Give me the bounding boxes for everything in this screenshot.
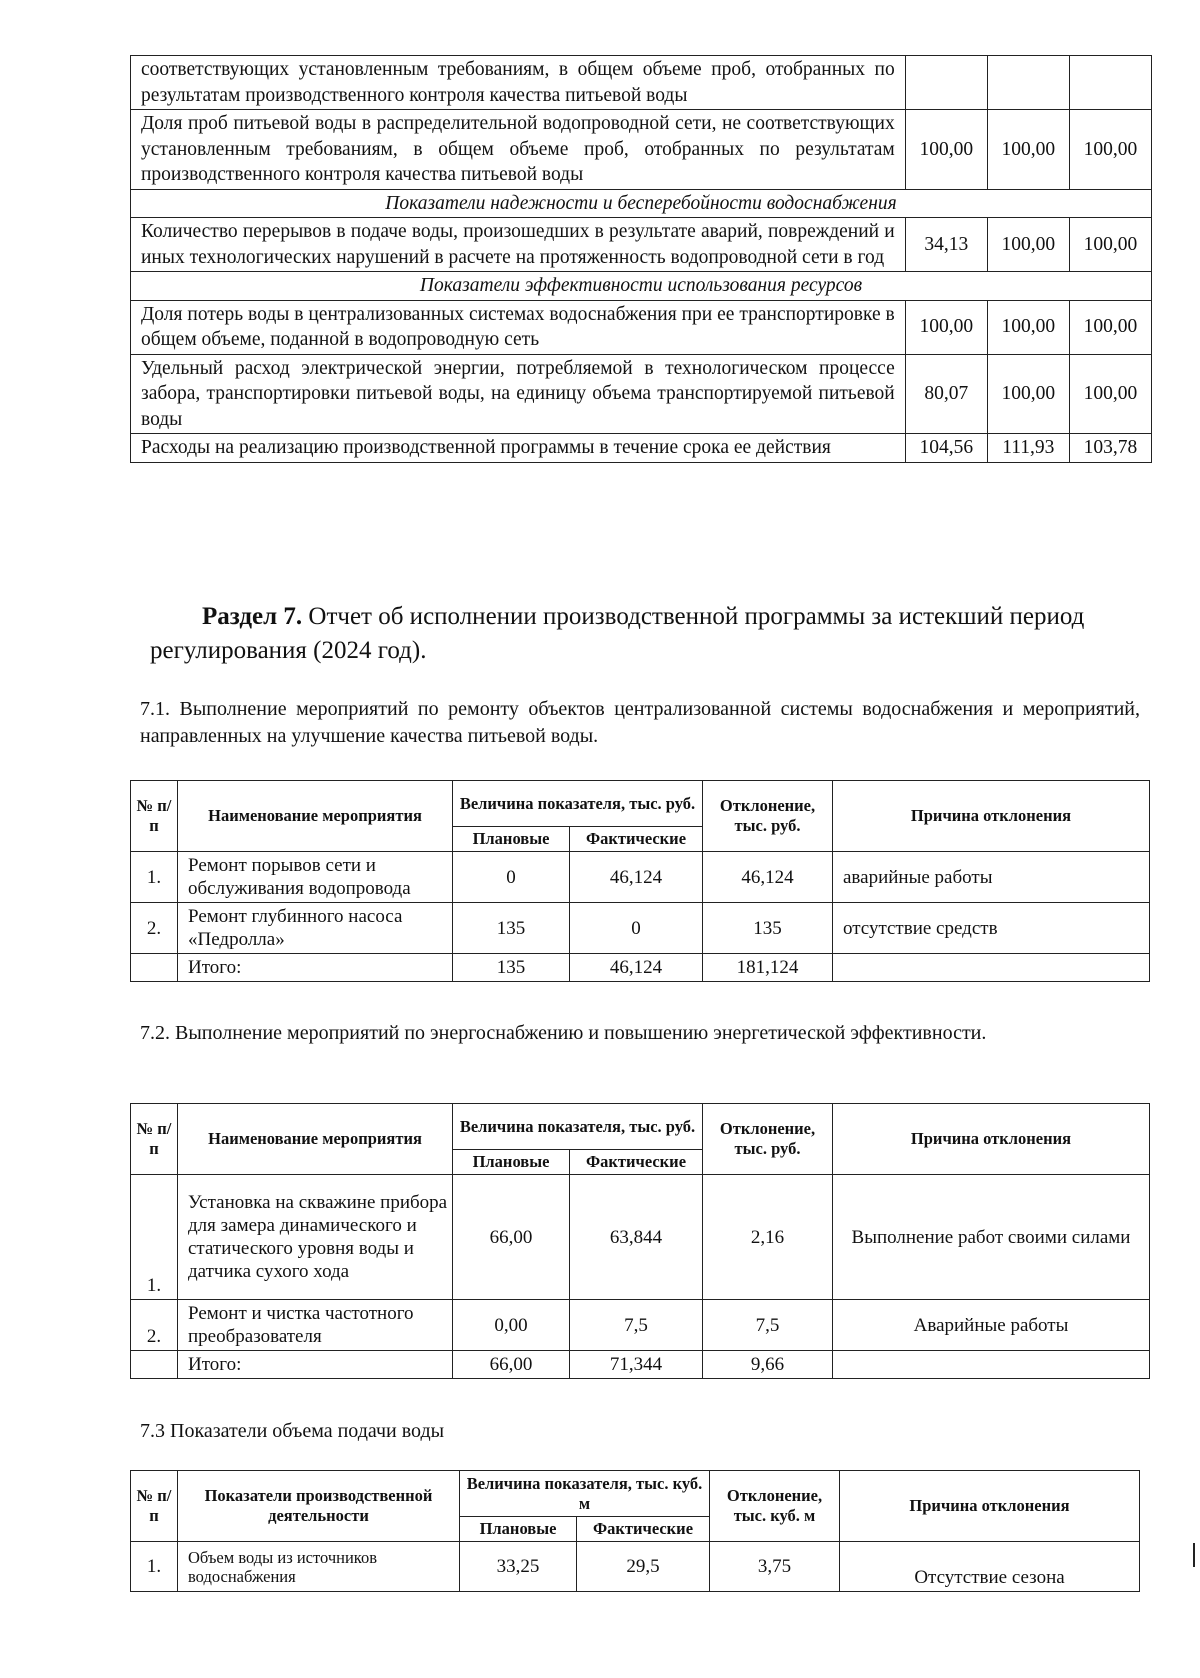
indicator-text: Расходы на реализацию производственной программы в течение срока ее действия (131, 434, 906, 463)
row-deviation: 46,124 (703, 852, 833, 903)
total-fact: 71,344 (570, 1351, 703, 1379)
indicator-value-1 (905, 56, 987, 110)
row-fact: 46,124 (570, 852, 703, 903)
row-plan: 66,00 (453, 1175, 570, 1300)
subsection-7-1-title: 7.1. Выполнение мероприятий по ремонту объектов централизованной системы водоснабжения и мероприятий, направленных на улучшение качества питьевой воды. (140, 698, 1140, 747)
table-row (131, 1300, 1150, 1351)
total-row (131, 954, 1150, 982)
indicator-text: Удельный расход электрической энергии, потребляемой в технологическом процессе забора, транспортировки питьевой воды, на единицу объема транспортируемой питьевой воды (131, 354, 906, 434)
row-reason: Отсутствие сезона (840, 1542, 1140, 1592)
col-header-num: № п/п (131, 1471, 178, 1542)
total-plan: 135 (453, 954, 570, 982)
section-row (131, 272, 1152, 301)
row-fact: 29,5 (577, 1542, 710, 1592)
col-header-num: № п/п (131, 781, 178, 852)
repair-activities-table (130, 780, 1150, 982)
col-header-deviation: Отклонение, тыс. куб. м (710, 1471, 840, 1542)
row-deviation: 2,16 (703, 1175, 833, 1300)
indicator-value-3: 100,00 (1069, 300, 1151, 354)
table-row (131, 852, 1150, 903)
row-plan: 135 (453, 903, 570, 954)
col-header-fact: Фактические (570, 1150, 703, 1175)
total-deviation: 9,66 (703, 1351, 833, 1379)
row-name: Ремонт порывов сети и обслуживания водопровода (178, 852, 453, 903)
col-header-plan: Плановые (453, 1150, 570, 1175)
total-label: Итого: (178, 1351, 453, 1379)
row-deviation: 7,5 (703, 1300, 833, 1351)
indicator-value-1: 80,07 (905, 354, 987, 434)
row-reason: аварийные работы (833, 852, 1150, 903)
indicator-value-3: 100,00 (1069, 218, 1151, 272)
col-header-fact: Фактические (577, 1517, 710, 1542)
indicator-text: Доля проб питьевой воды в распределительной водопроводной сети, не соответствующих установленным требованиям, в общем объеме проб, отобранных по результатам производственного контроля качества питьевой воды (131, 110, 906, 190)
total-deviation: 181,124 (703, 954, 833, 982)
section-7-title: Отчет об исполнении производственной программы за истекший период регулирования (2024 год). (150, 603, 1085, 664)
col-header-value: Величина показателя, тыс. куб. м (460, 1471, 710, 1517)
table-row (131, 110, 1152, 190)
section-title-efficiency: Показатели эффективности использования ресурсов (131, 272, 1152, 301)
table-row (131, 1175, 1150, 1300)
indicator-text: соответствующих установленным требованиям, в общем объеме проб, отобранных по результатам производственного контроля качества питьевой воды (131, 56, 906, 110)
subsection-7-3-title: 7.3 Показатели объема подачи воды (140, 1420, 445, 1442)
indicator-text: Количество перерывов в подаче воды, произошедших в результате аварий, повреждений и иных технологических нарушений в расчете на протяженность водопроводной сети в год (131, 218, 906, 272)
row-reason: отсутствие средств (833, 903, 1150, 954)
row-plan: 0 (453, 852, 570, 903)
indicator-value-2: 100,00 (987, 354, 1069, 434)
col-header-name: Показатели производственной деятельности (178, 1471, 460, 1542)
section-7-heading (150, 600, 1140, 668)
row-deviation: 135 (703, 903, 833, 954)
row-num: 1. (131, 1175, 178, 1300)
table-row (131, 354, 1152, 434)
col-header-name: Наименование мероприятия (178, 1104, 453, 1175)
water-volume-table (130, 1470, 1140, 1592)
row-num: 2. (131, 1300, 178, 1351)
col-header-deviation: Отклонение, тыс. руб. (703, 781, 833, 852)
indicator-value-1: 34,13 (905, 218, 987, 272)
indicator-value-1: 104,56 (905, 434, 987, 463)
col-header-plan: Плановые (453, 827, 570, 852)
row-name: Установка на скважине прибора для замера динамического и статического уровня воды и датчика сухого хода (178, 1175, 453, 1300)
indicator-value-3: 100,00 (1069, 110, 1151, 190)
indicator-value-2: 111,93 (987, 434, 1069, 463)
col-header-reason: Причина отклонения (833, 781, 1150, 852)
indicator-value-2: 100,00 (987, 300, 1069, 354)
indicator-value-2: 100,00 (987, 218, 1069, 272)
row-reason: Выполнение работ своими силами (833, 1175, 1150, 1300)
indicator-value-2 (987, 56, 1069, 110)
table-row (131, 218, 1152, 272)
col-header-reason: Причина отклонения (840, 1471, 1140, 1542)
row-num: 1. (131, 1542, 178, 1592)
table-row (131, 1542, 1140, 1592)
row-fact: 7,5 (570, 1300, 703, 1351)
col-header-plan: Плановые (460, 1517, 577, 1542)
total-row (131, 1351, 1150, 1379)
indicator-value-2: 100,00 (987, 110, 1069, 190)
table-row (131, 903, 1150, 954)
total-plan: 66,00 (453, 1351, 570, 1379)
section-row (131, 189, 1152, 218)
col-header-value: Величина показателя, тыс. руб. (453, 781, 703, 827)
row-reason: Аварийные работы (833, 1300, 1150, 1351)
row-name: Ремонт и чистка частотного преобразователя (178, 1300, 453, 1351)
indicator-value-3: 100,00 (1069, 354, 1151, 434)
subsection-7-2-title: 7.2. Выполнение мероприятий по энергоснабжению и повышению энергетической эффективности. (140, 1022, 987, 1044)
total-label: Итого: (178, 954, 453, 982)
table-row (131, 56, 1152, 110)
row-num: 1. (131, 852, 178, 903)
total-fact: 46,124 (570, 954, 703, 982)
col-header-deviation: Отклонение, тыс. руб. (703, 1104, 833, 1175)
row-num: 2. (131, 903, 178, 954)
table-row (131, 300, 1152, 354)
col-header-num: № п/п (131, 1104, 178, 1175)
row-fact: 0 (570, 903, 703, 954)
indicator-value-3 (1069, 56, 1151, 110)
indicator-text: Доля потерь воды в централизованных системах водоснабжения при ее транспортировке в общем объеме, поданной в водопроводную сеть (131, 300, 906, 354)
table-row (131, 434, 1152, 463)
row-plan: 0,00 (453, 1300, 570, 1351)
row-name: Ремонт глубинного насоса «Педролла» (178, 903, 453, 954)
row-fact: 63,844 (570, 1175, 703, 1300)
section-title-reliability: Показатели надежности и бесперебойности водоснабжения (131, 189, 1152, 218)
section-7-label: Раздел 7. (202, 603, 303, 630)
indicators-table (130, 55, 1152, 463)
row-name: Объем воды из источников водоснабжения (178, 1542, 460, 1592)
row-plan: 33,25 (460, 1542, 577, 1592)
indicator-value-3: 103,78 (1069, 434, 1151, 463)
col-header-reason: Причина отклонения (833, 1104, 1150, 1175)
indicator-value-1: 100,00 (905, 110, 987, 190)
col-header-fact: Фактические (570, 827, 703, 852)
energy-activities-table (130, 1103, 1150, 1379)
col-header-value: Величина показателя, тыс. руб. (453, 1104, 703, 1150)
row-deviation: 3,75 (710, 1542, 840, 1592)
col-header-name: Наименование мероприятия (178, 781, 453, 852)
scan-mark (1193, 1543, 1195, 1567)
indicator-value-1: 100,00 (905, 300, 987, 354)
